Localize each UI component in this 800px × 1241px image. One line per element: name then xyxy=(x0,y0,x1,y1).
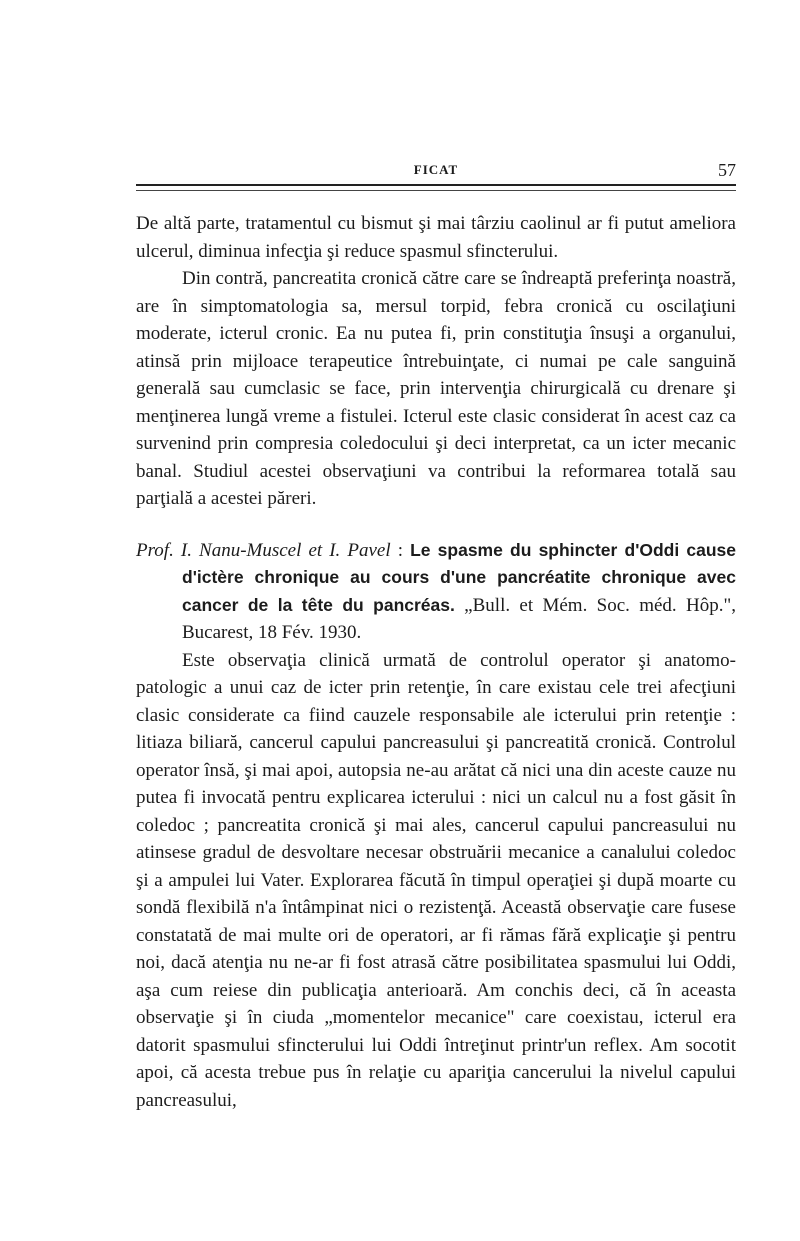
reference-source: „Bull. et Mém. Soc. méd. Hôp.", Bucarest, 18 Fév. 1930. xyxy=(182,594,736,643)
paragraph-3: Este observaţia clinică urmată de controlul operator şi anatomo-patologic a unui caz de icter prin retenţie, în care existau cele trei afecţiuni clasic considerate ca fiind cauzele responsabile ale icterului prin retenţie : litiaza biliară, cancerul capului pancreasului şi pancreatită cronică. Controlul operator însă, şi mai apoi, autopsia ne-au arătat că nici una din aceste cauze nu putea fi invocată pentru explicarea icterului : nici un calcul nu a fost găsit în coledoc ; pancreatita cronică şi mai ales, cancerul capului pancreasului nu atinsese gradul de desvoltare necesar obstruării mecanice a canalului coledoc şi a ampulei lui Vater. Explorarea făcută în timpul operaţiei şi după moarte cu sondă flexibilă n'a întâmpinat nici o rezistenţă. Această observaţie care fusese constatată de mai multe ori de operatori, ar fi rămas fără explicaţie şi pentru noi, dacă atenţia nu ne-ar fi fost atrasă către posibilitatea spasmului lui Oddi, aşa cum reiese din publicaţia anterioară. Am conchis deci, că în aceasta observaţie şi în ciuda „momentelor mecanice" care coexistau, icterul era datorit spasmului sfincterului lui Oddi întreţinut printr'un reflex. Am socotit apoi, că acesta trebue pus în relaţie cu apariţia cancerului la nivelul capului pancreasului, xyxy=(136,649,736,1111)
paragraph-2: Din contră, pancreatita cronică către care se îndreaptă preferinţa noastră, are în simptomatologia sa, mersul torpid, febra cronică cu oscilaţiuni moderate, icterul cronic. Ea nu putea fi, prin constituţia însuşi a organului, atinsă prin mijloace terapeutice întrebuinţate, ci numai pe cale sanguină generală sau cumclasic se face, prin intervenţia chirurgicală cu drenare şi menţinerea lungă vreme a fistulei. Icterul este clasic considerat în acest caz ca survenind prin compresia coledocului şi deci interpretat, ca un icter mecanic banal. Studiul acestei observaţiuni va contribui la reformarea totală sau parţială a acestei păreri. xyxy=(136,268,736,509)
section-gap xyxy=(136,513,736,537)
header-rule-thick xyxy=(136,184,736,186)
page-number: 57 xyxy=(718,160,736,180)
reference-authors: Prof. I. Nanu-Muscel et I. Pavel xyxy=(136,539,391,561)
bibliographic-reference xyxy=(136,537,736,647)
running-head xyxy=(136,160,736,182)
paragraph-1: De altă parte, tratamentul cu bismut şi mai târziu caolinul ar fi putut ameliora ulcerul, diminua infecţia şi reduce spasmul sfincterului. xyxy=(136,213,736,262)
reference-separator: : xyxy=(390,539,411,561)
running-head-title: FICAT xyxy=(413,162,459,177)
body-text xyxy=(136,210,736,1114)
header-rule-thin xyxy=(136,190,736,191)
reference-title: Le spasme du sphincter d'Oddi cause d'ictère chronique au cours d'une pancréatite chronique avec cancer de la tête du pancréas. xyxy=(182,539,737,615)
